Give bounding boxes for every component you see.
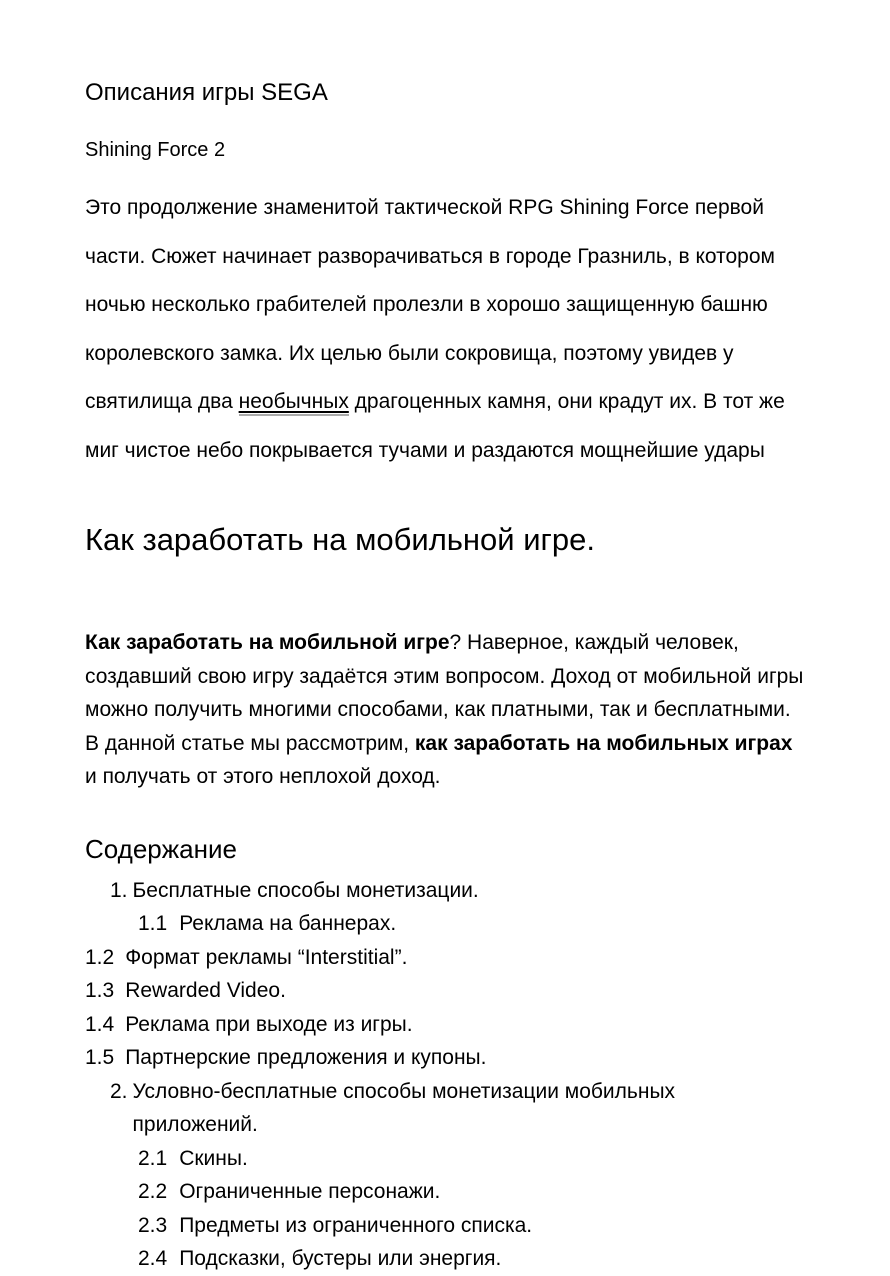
text-run: миг чистое небо покрывается тучами и раздаются мощнейшие удары (85, 438, 765, 462)
toc-item-number: 1.1 (138, 912, 168, 935)
heading-how-to-earn: Как заработать на мобильной игре. (85, 522, 595, 557)
paragraph-game-description (85, 184, 810, 475)
toc-item-text (125, 974, 286, 1008)
toc-item-text-line: Подсказки, бустеры или энергия. (179, 1247, 502, 1270)
text-line (85, 760, 810, 794)
toc-item-text-line: Ограниченные персонажи. (179, 1180, 441, 1203)
toc-item-number: 2.1 (138, 1146, 168, 1170)
toc-item (85, 1142, 810, 1176)
toc-item (85, 1008, 810, 1042)
toc-item-number: 2. (110, 1079, 128, 1103)
toc-item-text (125, 1041, 486, 1075)
toc-item-text (179, 907, 396, 941)
toc-item (85, 907, 810, 941)
text-run: Это продолжение знаменитой тактической RPG Shining Force первой (85, 196, 764, 219)
text-line (85, 427, 810, 476)
toc-item-text-line: Партнерские предложения и купоны. (125, 1046, 487, 1069)
text-run: ? Наверное, каждый человек, (449, 631, 739, 654)
toc-item-number: 2.2 (138, 1180, 168, 1203)
text-line (85, 233, 810, 282)
text-run: и получать от этого неплохой доход. (85, 765, 441, 788)
text-run: В данной статье мы рассмотрим, (85, 731, 415, 755)
text-line (85, 727, 810, 761)
text-line (85, 281, 810, 330)
text-line (85, 330, 810, 379)
toc-item-text (179, 1209, 532, 1243)
text-run: создавший свою игру задаётся этим вопросом. Доход от мобильной игры (85, 664, 804, 688)
toc-item (85, 874, 810, 908)
toc-item-number: 2.4 (138, 1247, 168, 1270)
bold-text-run: Как заработать на мобильной игре (85, 631, 450, 654)
text-line (85, 660, 810, 694)
text-run: королевского замка. Их целью были сокровища, поэтому увидев у (85, 341, 734, 365)
paragraph-intro (85, 626, 810, 794)
underlined-word: необычных (239, 390, 349, 416)
toc-item-text-line: Бесплатные способы монетизации. (132, 878, 479, 902)
toc-item (85, 1209, 810, 1243)
toc-item (85, 1075, 810, 1142)
bold-text-run: как заработать на мобильных играх (414, 731, 793, 755)
text-run: святилища два (85, 390, 239, 413)
text-line (85, 378, 810, 427)
text-run: части. Сюжет начинает разворачиваться в городе Гразниль, в котором (85, 244, 775, 268)
toc-item (85, 1175, 810, 1209)
toc-item-text (179, 1175, 440, 1209)
toc-item-text-line: Реклама при выходе из игры. (125, 1012, 413, 1036)
toc-item-number: 2.3 (138, 1213, 168, 1237)
toc-item-text-line: Предметы из ограниченного списка. (179, 1213, 533, 1237)
toc-item-number: 1.2 (85, 945, 115, 969)
toc-item (85, 974, 810, 1008)
toc-item-text-line: Реклама на баннерах. (179, 912, 397, 935)
toc-item-number: 1.4 (85, 1012, 115, 1036)
toc-item-text (133, 874, 479, 908)
toc-item-number: 1.5 (85, 1046, 115, 1069)
heading-shining-force-2: Shining Force 2 (85, 139, 226, 161)
table-of-contents (85, 874, 810, 1276)
toc-item-text (133, 1075, 676, 1142)
heading-table-of-contents: Содержание (85, 833, 237, 864)
toc-item-text (125, 941, 407, 975)
text-line (85, 184, 810, 233)
toc-item-text-line: Условно-бесплатные способы монетизации мобильных (132, 1079, 676, 1103)
toc-item-text-line: Скины. (179, 1146, 248, 1170)
text-line (85, 693, 810, 727)
text-run: драгоценных камня, они крадут их. В тот же (348, 390, 785, 413)
toc-item-text (179, 1142, 248, 1176)
heading-game-descriptions: Описания игры SEGA (85, 79, 328, 106)
toc-item (85, 941, 810, 975)
toc-item-number: 1.3 (85, 979, 115, 1002)
text-run: можно получить многими способами, как платными, так и бесплатными. (85, 698, 791, 721)
toc-item-text-line: Rewarded Video. (125, 979, 286, 1002)
toc-item (85, 1041, 810, 1075)
text-run: ночью несколько грабителей пролезли в хорошо защищенную башню (85, 293, 768, 316)
toc-item-number: 1. (110, 878, 128, 902)
toc-item-text-line: приложений. (132, 1113, 258, 1136)
text-line (85, 626, 810, 660)
toc-item-text (125, 1008, 412, 1042)
toc-item-text-line: Формат рекламы “Interstitial”. (125, 945, 408, 969)
